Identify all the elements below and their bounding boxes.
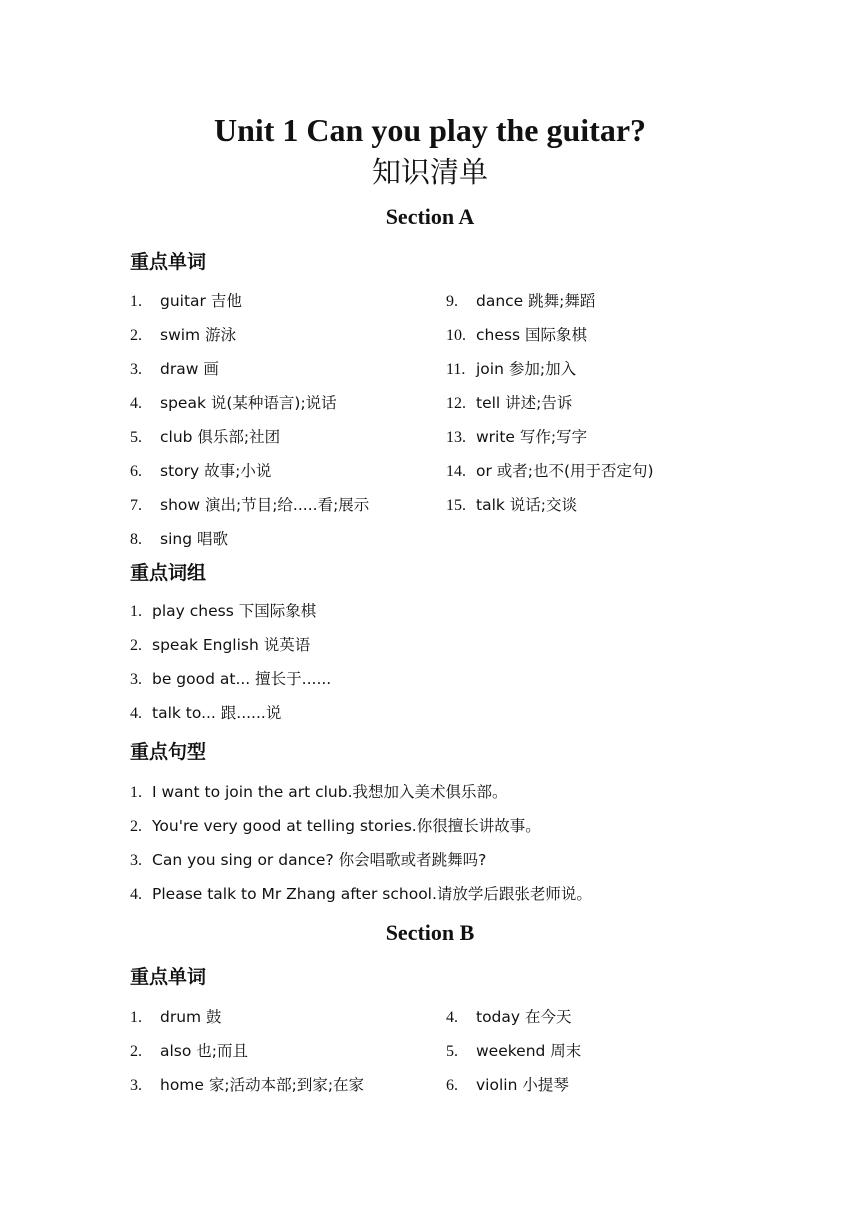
section-b-heading: Section B — [385, 920, 475, 945]
word-item: 15. talk 说话;交谈 — [446, 496, 578, 514]
word-item: 11. join 参加;加入 — [446, 360, 577, 378]
section-a-words-heading: 重点单词 — [130, 251, 207, 273]
section-a-phrases-heading: 重点词组 — [130, 562, 207, 584]
word-item: 3. home 家;活动本部;到家;在家 — [130, 1076, 365, 1094]
phrase-item: 2. speak English 说英语 — [130, 636, 311, 654]
word-item: 2. also 也;而且 — [130, 1042, 249, 1060]
sentence-item: 1. I want to join the art club.我想加入美术俱乐部。 — [130, 783, 508, 801]
word-item: 9. dance 跳舞;舞蹈 — [446, 292, 596, 310]
word-item: 4. speak 说(某种语言);说话 — [130, 394, 337, 412]
word-item: 12. tell 讲述;告诉 — [446, 394, 573, 412]
word-item: 7. show 演出;节目;给.....看;展示 — [130, 496, 370, 514]
word-item: 5. weekend 周末 — [446, 1042, 582, 1060]
phrase-item: 3. be good at... 擅长于...... — [130, 670, 332, 688]
word-item: 3. draw 画 — [130, 360, 219, 378]
word-item: 14. or 或者;也不(用于否定句) — [446, 462, 654, 480]
word-item: 13. write 写作;写字 — [446, 428, 588, 446]
word-item: 4. today 在今天 — [446, 1008, 572, 1026]
sentence-item: 3. Can you sing or dance? 你会唱歌或者跳舞吗? — [130, 851, 487, 869]
word-item: 8. sing 唱歌 — [130, 530, 228, 548]
sentence-item: 4. Please talk to Mr Zhang after school.请放学后跟张老师说。 — [130, 885, 592, 903]
word-item: 10. chess 国际象棋 — [446, 326, 587, 344]
word-item: 2. swim 游泳 — [130, 326, 237, 344]
sentence-item: 2. You're very good at telling stories.你很擅长讲故事。 — [130, 817, 541, 835]
word-item: 1. guitar 吉他 — [130, 292, 242, 310]
phrase-item: 4. talk to... 跟......说 — [130, 704, 282, 722]
section-b-words-heading: 重点单词 — [130, 966, 207, 988]
word-item: 6. violin 小提琴 — [446, 1076, 569, 1094]
document-title: Unit 1 Can you play the guitar? — [213, 112, 647, 148]
word-item: 5. club 俱乐部;社团 — [130, 428, 281, 446]
word-item: 1. drum 鼓 — [130, 1008, 222, 1026]
phrase-item: 1. play chess 下国际象棋 — [130, 602, 317, 620]
section-a-heading: Section A — [385, 204, 475, 229]
word-item: 6. story 故事;小说 — [130, 462, 272, 480]
document-subtitle: 知识清单 — [371, 155, 488, 189]
section-a-sentences-heading: 重点句型 — [130, 741, 207, 763]
